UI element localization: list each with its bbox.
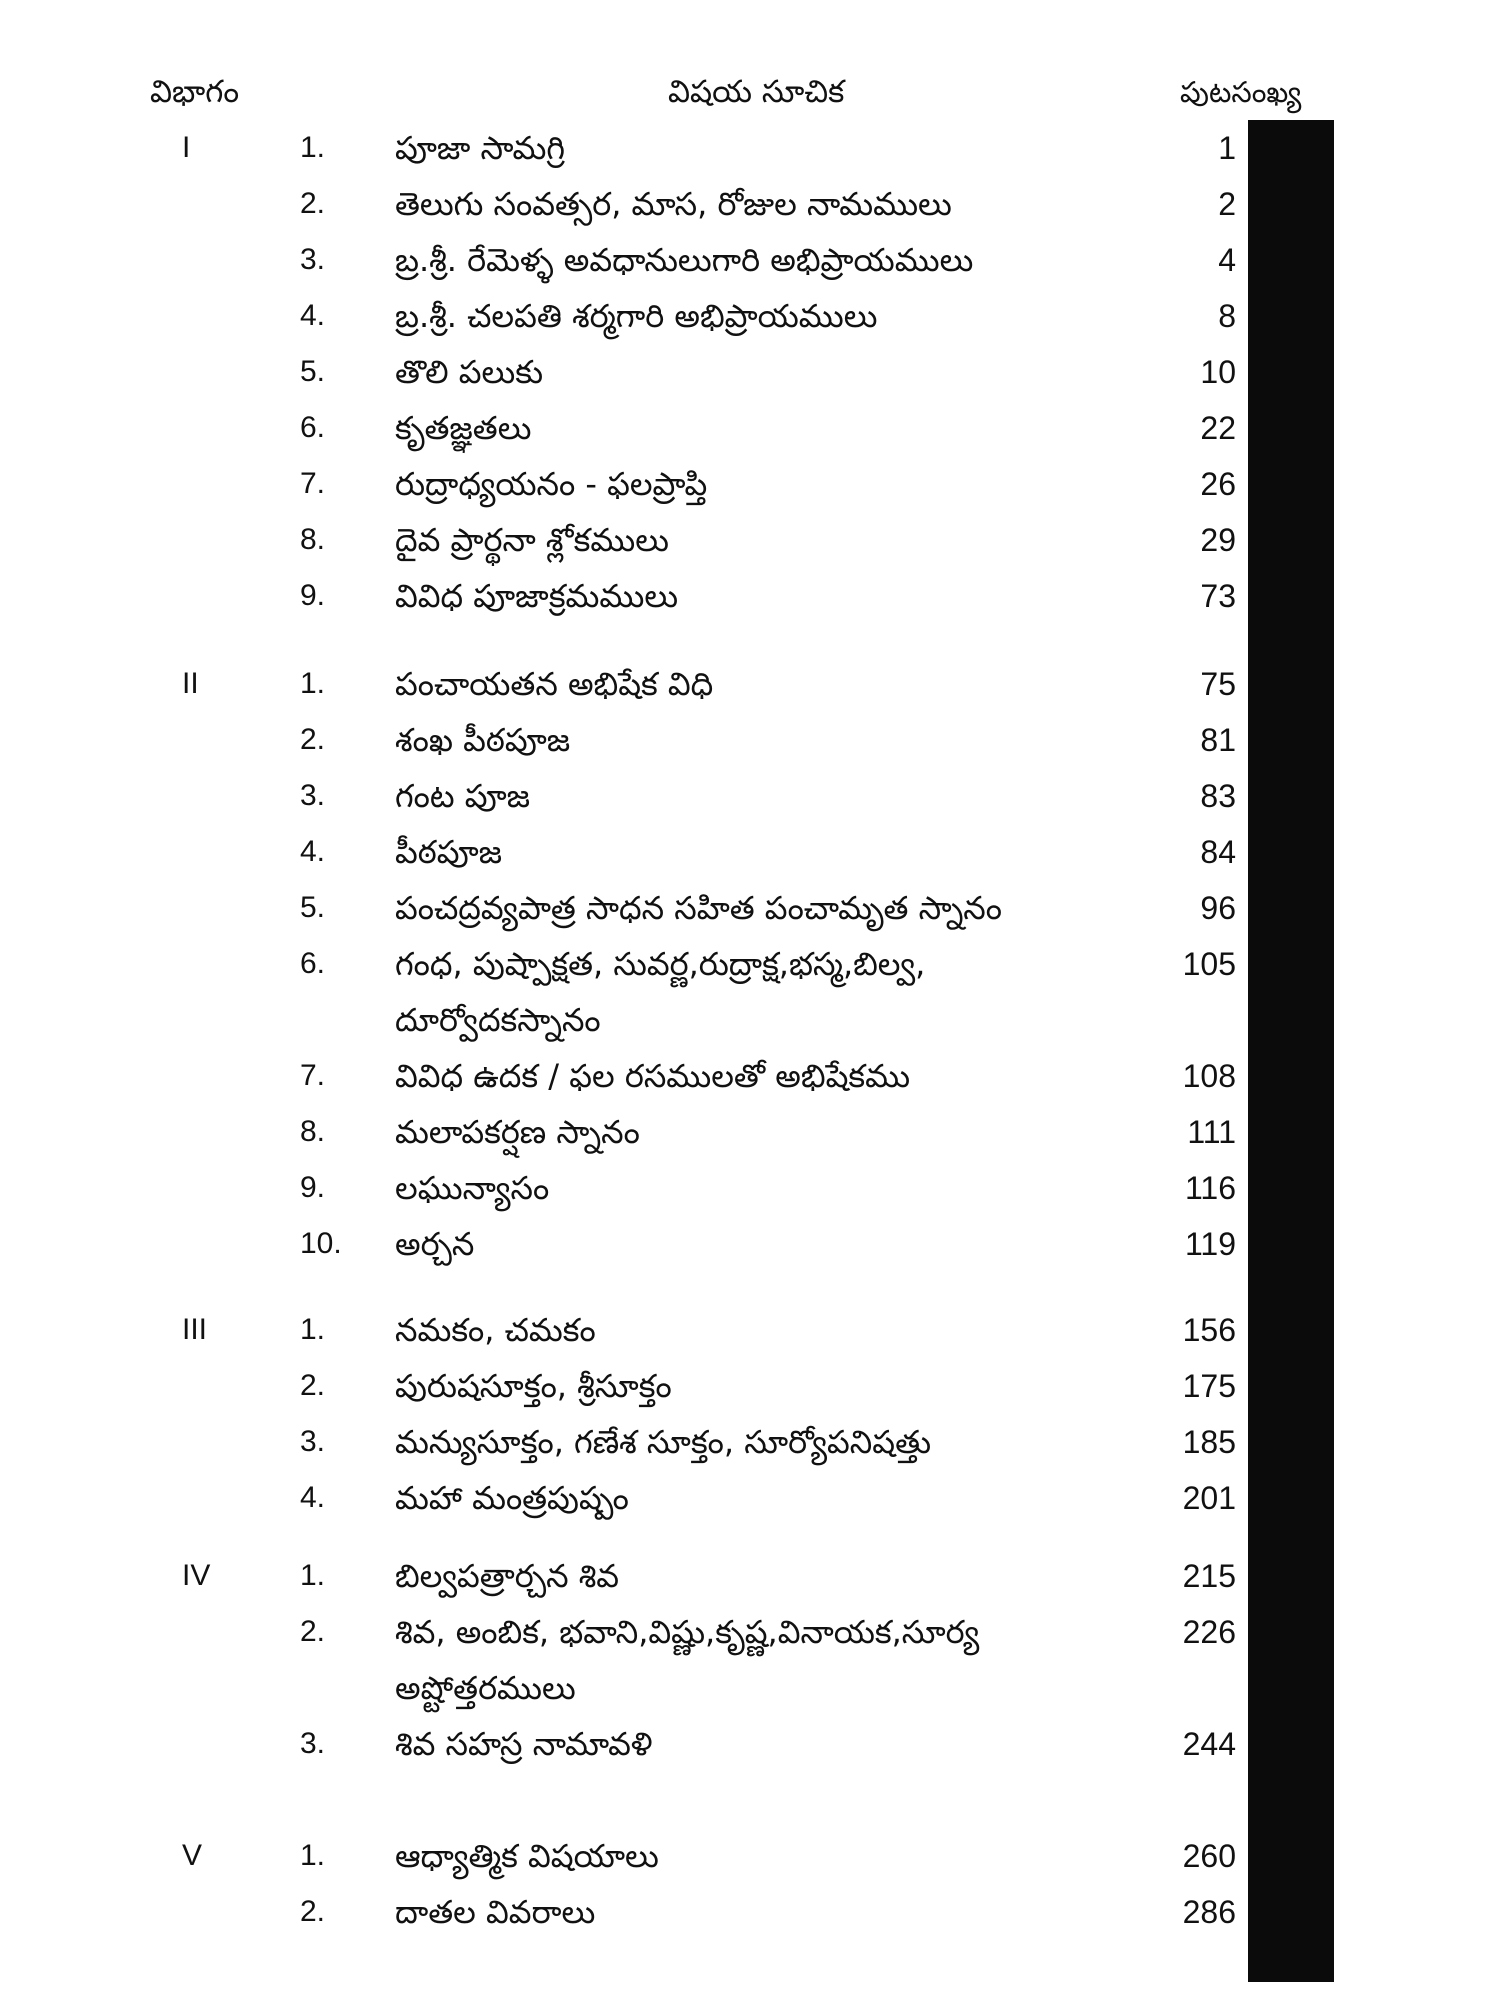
item-page-number: 83 (1200, 778, 1236, 814)
page-number-column-header: పుటసంఖ్య (1180, 75, 1302, 109)
item-number: 1. (300, 1559, 326, 1592)
item-title: బిల్వపత్రార్చన శివ (395, 1557, 620, 1595)
item-title: లఘున్యాసం (395, 1169, 550, 1207)
item-number: 2. (300, 723, 326, 756)
item-number: 3. (300, 779, 326, 812)
item-page-number: 201 (1182, 1480, 1236, 1516)
item-title: వివిధ ఉదక / ఫల రసములతో అభిషేకము (395, 1057, 911, 1095)
item-page-number: 175 (1182, 1368, 1236, 1404)
redaction-bar (1248, 120, 1334, 1982)
item-number: 7. (300, 1059, 326, 1092)
item-number: 2. (300, 1895, 326, 1928)
section-column-header: విభాగం (150, 74, 240, 110)
item-page-number: 26 (1200, 466, 1236, 502)
item-number: 6. (300, 411, 326, 444)
item-title: వివిధ పూజాక్రమములు (395, 577, 679, 615)
item-title: పీఠపూజ (395, 833, 503, 871)
item-page-number: 226 (1182, 1614, 1236, 1650)
item-number: 5. (300, 891, 326, 924)
item-page-number: 1 (1218, 130, 1236, 166)
item-page-number: 244 (1182, 1726, 1236, 1762)
item-number: 1. (300, 1839, 326, 1872)
item-number: 7. (300, 467, 326, 500)
item-number: 4. (300, 299, 326, 332)
item-page-number: 286 (1182, 1894, 1236, 1930)
item-page-number: 116 (1184, 1170, 1236, 1206)
section-number: V (182, 1839, 203, 1872)
item-number: 1. (300, 131, 326, 164)
item-title: శివ సహస్ర నామావళి (395, 1725, 653, 1763)
item-number: 5. (300, 355, 326, 388)
section-number: II (182, 667, 199, 700)
item-title: పూజా సామగ్రి (395, 129, 566, 167)
item-page-number: 84 (1200, 834, 1236, 870)
item-title: గంధ, పుష్పాక్షత, సువర్ణ,రుద్రాక్ష,భస్మ,బిల్వ, దూర్వోదకస్నానం (395, 945, 926, 1039)
item-title: గంట పూజ (395, 777, 531, 815)
item-number: 10. (300, 1227, 342, 1260)
item-page-number: 156 (1182, 1312, 1236, 1348)
section-number: III (182, 1313, 208, 1346)
item-page-number: 8 (1218, 298, 1236, 334)
item-page-number: 108 (1182, 1058, 1236, 1094)
item-number: 3. (300, 1425, 326, 1458)
item-title: పురుషసూక్తం, శ్రీసూక్తం (395, 1367, 672, 1405)
item-page-number: 185 (1182, 1424, 1236, 1460)
item-title: బ్ర.శ్రీ. రేమెళ్ళ అవధానులుగారి అభిప్రాయములు (395, 241, 974, 279)
item-number: 3. (300, 1727, 326, 1760)
item-number: 8. (300, 523, 326, 556)
item-title: తొలి పలుకు (395, 353, 544, 391)
page-title: విషయ సూచిక (668, 74, 845, 110)
item-page-number: 73 (1200, 578, 1236, 614)
item-number: 9. (300, 579, 326, 612)
item-number: 6. (300, 947, 326, 980)
item-page-number: 215 (1182, 1558, 1236, 1594)
item-title: బ్ర.శ్రీ. చలపతి శర్మగారి అభిప్రాయములు (395, 297, 878, 335)
item-number: 1. (300, 667, 326, 700)
item-page-number: 81 (1200, 722, 1236, 758)
item-page-number: 111 (1187, 1114, 1236, 1150)
item-title: ఆధ్యాత్మిక విషయాలు (395, 1837, 659, 1875)
section-number: IV (182, 1559, 211, 1592)
item-page-number: 10 (1200, 354, 1236, 390)
item-page-number: 22 (1200, 410, 1236, 446)
item-title: పంచద్రవ్యపాత్ర సాధన సహిత పంచామృత స్నానం (395, 889, 1002, 927)
item-title: శంఖ పీఠపూజ (395, 721, 571, 759)
item-number: 2. (300, 187, 326, 220)
item-page-number: 260 (1182, 1838, 1236, 1874)
item-number: 8. (300, 1115, 326, 1148)
item-title: మహా మంత్రపుష్పం (395, 1479, 629, 1517)
item-number: 4. (300, 1481, 326, 1514)
item-number: 9. (300, 1171, 326, 1204)
item-title: నమకం, చమకం (395, 1311, 596, 1349)
item-title: రుద్రాధ్యయనం - ఫలప్రాప్తి (395, 465, 708, 503)
item-title: మలాపకర్షణ స్నానం (395, 1113, 640, 1151)
item-title: తెలుగు సంవత్సర, మాస, రోజుల నామములు (395, 185, 952, 223)
section-number: I (182, 131, 191, 164)
item-number: 1. (300, 1313, 326, 1346)
item-page-number: 2 (1218, 186, 1236, 222)
item-title: కృతజ్ఞతలు (395, 409, 532, 447)
item-page-number: 119 (1184, 1226, 1236, 1262)
item-page-number: 75 (1200, 666, 1236, 702)
item-page-number: 29 (1200, 522, 1236, 558)
item-page-number: 105 (1182, 946, 1236, 982)
item-number: 4. (300, 835, 326, 868)
item-title: శివ, అంబిక, భవాని,విష్ణు,కృష్ణ,వినాయక,సూర్య అష్టోత్తరములు (395, 1613, 980, 1707)
item-title: మన్యుసూక్తం, గణేశ సూక్తం, సూర్యోపనిషత్తు (395, 1423, 932, 1461)
item-number: 2. (300, 1615, 326, 1648)
item-title: అర్చన (395, 1225, 475, 1263)
item-page-number: 4 (1218, 242, 1236, 278)
item-page-number: 96 (1200, 890, 1236, 926)
item-number: 2. (300, 1369, 326, 1402)
item-title: పంచాయతన అభిషేక విధి (395, 665, 714, 703)
item-number: 3. (300, 243, 326, 276)
item-title: దైవ ప్రార్థనా శ్లోకములు (395, 521, 670, 559)
item-title: దాతల వివరాలు (395, 1893, 596, 1931)
